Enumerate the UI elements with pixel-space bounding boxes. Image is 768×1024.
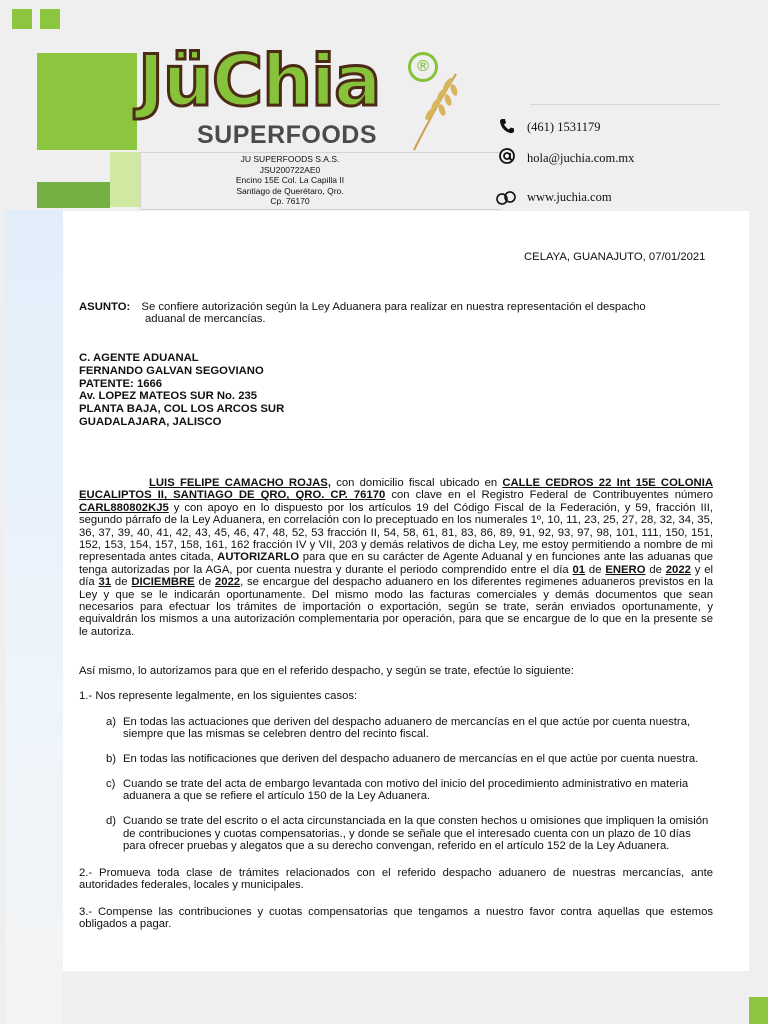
intro-line: Así mismo, lo autorizamos para que en el referido despacho, y según se trate, efectúe lo siguiente: — [79, 665, 574, 677]
list-marker: a) — [106, 716, 117, 728]
list-item-text: Cuando se trate del escrito o el acta circunstanciada en la que consten hechos u omisiones que impliquen la omisión de contribuciones y cuotas compensatorias., y donde se señale que el interesado cuenta con un plazo de 10 días para ofrecer pruebas y alegatos que a su derecho convengan, referido en el artículo 152 de la Ley Aduanera. — [123, 815, 709, 853]
body-text: para que en su carácter de Agente Aduanal y en funciones ante las aduanas que tenga autorizadas por la AGA, por cuenta nuestra y durante el periodo comprendido entre el día — [79, 551, 713, 576]
address-line: JU SUPERFOODS S.A.S. — [240, 154, 340, 164]
decor-sidebar — [5, 210, 63, 1024]
decor-block — [110, 152, 140, 207]
list-marker: b) — [106, 753, 117, 766]
body-text: de — [585, 563, 606, 576]
end-day: 31 — [98, 576, 112, 589]
point-3: 3.- Compense las contribuciones y cuotas compensatorias que tengamos a nuestro favor contra aquellas que estemos obligados a pagar. — [79, 906, 713, 931]
list-marker: c) — [106, 778, 116, 790]
address-line: Encino 15E Col. La Capilla II — [235, 175, 345, 185]
contact-website[interactable]: www.juchia.com — [527, 190, 612, 204]
body-text: con domicilio fiscal ubicado en — [331, 477, 503, 489]
recipient-block — [79, 352, 284, 429]
recipient-line: PATENTE: 1666 — [79, 377, 163, 390]
brand-subtitle: SUPERFOODS — [197, 121, 378, 149]
case-list — [79, 716, 713, 865]
address-line: JSU200722AE0 — [259, 164, 321, 175]
body-text: de — [645, 563, 666, 576]
grantor-address: CALLE CEDROS 22 Int 15E COLONIA EUCALIPTOS II, SANTIAGO DE QRO, QRO. CP. 76170 — [79, 477, 713, 502]
recipient-line: GUADALAJARA, JALISCO — [79, 415, 222, 428]
address-line: Santiago de Querétaro, Qro. — [236, 185, 344, 196]
body-paragraph — [79, 477, 713, 638]
grantor-name: LUIS FELIPE CAMACHO ROJAS, — [149, 477, 331, 489]
start-month: ENERO — [605, 563, 646, 576]
list-item-text: En todas las notificaciones que deriven del despacho aduanero de mercancías en el que actúe por cuenta nuestra. — [123, 753, 699, 766]
recipient-line: FERNANDO GALVAN SEGOVIANO — [79, 364, 264, 377]
recipient-line: C. AGENTE ADUANAL — [79, 352, 199, 364]
decor-block — [37, 53, 137, 150]
contact-phone: (461) 1531179 — [527, 120, 601, 134]
list-item-text: En todas las actuaciones que deriven del despacho aduanero de mercancías en el que actúe por cuenta nuestra, siempre que las mismas se celebren dentro del recinto fiscal. — [123, 716, 691, 741]
subject-text-continued: aduanal de mercancías. — [145, 313, 266, 326]
letter-date: CELAYA, GUANAJUTO, 07/01/2021 — [524, 251, 706, 263]
brand-logo: JüChia — [138, 40, 381, 122]
subject-text: Se confiere autorización según la Ley Aduanera para realizar en nuestra representación el despacho — [141, 301, 646, 313]
start-day: 01 — [572, 563, 586, 576]
wheat-icon — [408, 70, 460, 152]
decor-square — [12, 9, 32, 29]
end-year: 2022 — [214, 576, 241, 589]
phone-icon — [498, 117, 516, 135]
authorize-keyword: AUTORIZARLO — [217, 551, 300, 564]
list-item — [79, 778, 713, 803]
decor-block — [749, 997, 768, 1024]
point-1: 1.- Nos represente legalmente, en los siguientes casos: — [79, 690, 358, 702]
body-text: y con apoyo en lo dispuesto por los artículos 19 del Código Fiscal de la Federación, y 59, fracción III, segundo párrafo de la Ley Aduanera, en correlación con lo preceptuado en los numerales 1º, 10, 11, 23, 25, 27, 28, 32, 34, 35, 36, 37, 39, 40, 41, 42, 43, 45, 46, 47, 48, 52, 53 fracción II, 54, 58, 61, 81, 83, 86, 89, 91, 92, 93, 97, 98, 101, 111, 150, 151, 152, 153, 154, 157, 158, 161, 162 fracción IV y VII, 203 y demás relativos de dicha Ley, me estoy permitiendo a nombre de mi representada antes citada, — [79, 501, 713, 564]
grantor-rfc: CARL880802KJ5 — [79, 501, 169, 514]
body-text: de — [194, 576, 215, 589]
decor-block — [37, 182, 110, 208]
subject-block — [79, 301, 679, 326]
recipient-line: Av. LOPEZ MATEOS SUR No. 235 — [79, 390, 258, 403]
body-text: , se encargue del despacho aduanero en los diferentes regimenes aduaneros previstos en la Ley y que se le indicarán oportunamente. Del mismo modo las facturas comerciales y demás documentos que sean necesarios para efectuar los trámites de importación o exportación, según se trate, serán enviados oportunamente, y equivaldrán los mismos a una autorización complementaria por operación, para que se encargue de lo que en la presente se le autoriza. — [79, 576, 714, 638]
start-year: 2022 — [665, 563, 691, 576]
contact-email[interactable]: hola@juchia.com.mx — [527, 151, 635, 165]
body-text: de — [111, 576, 132, 589]
list-item — [79, 815, 713, 852]
recipient-line: PLANTA BAJA, COL LOS ARCOS SUR — [79, 403, 285, 416]
body-text: y el día — [79, 563, 714, 589]
divider — [530, 104, 720, 105]
list-marker: d) — [106, 815, 117, 828]
company-address — [230, 154, 350, 207]
list-item — [79, 753, 713, 765]
subject-label: ASUNTO: — [79, 301, 131, 313]
decor-square — [40, 9, 60, 29]
address-line: Cp. 76170 — [270, 196, 310, 206]
web-icon — [495, 190, 517, 206]
list-item — [79, 716, 713, 741]
email-icon — [498, 147, 516, 165]
point-2: 2.- Promueva toda clase de trámites relacionados con el referido despacho aduanero de nuestras mercancías, ante autoridades federales, locales y municipales. — [79, 867, 713, 892]
registered-mark: ® — [408, 52, 438, 82]
list-item-text: Cuando se trate del acta de embargo levantada con motivo del inicio del procedimiento administrativo en materia aduanera a que se refiere el artículo 150 de la Ley Aduanera. — [123, 778, 689, 803]
end-month: DICIEMBRE — [131, 576, 195, 589]
body-text: con clave en el Registro Federal de Contribuyentes número — [385, 489, 713, 502]
